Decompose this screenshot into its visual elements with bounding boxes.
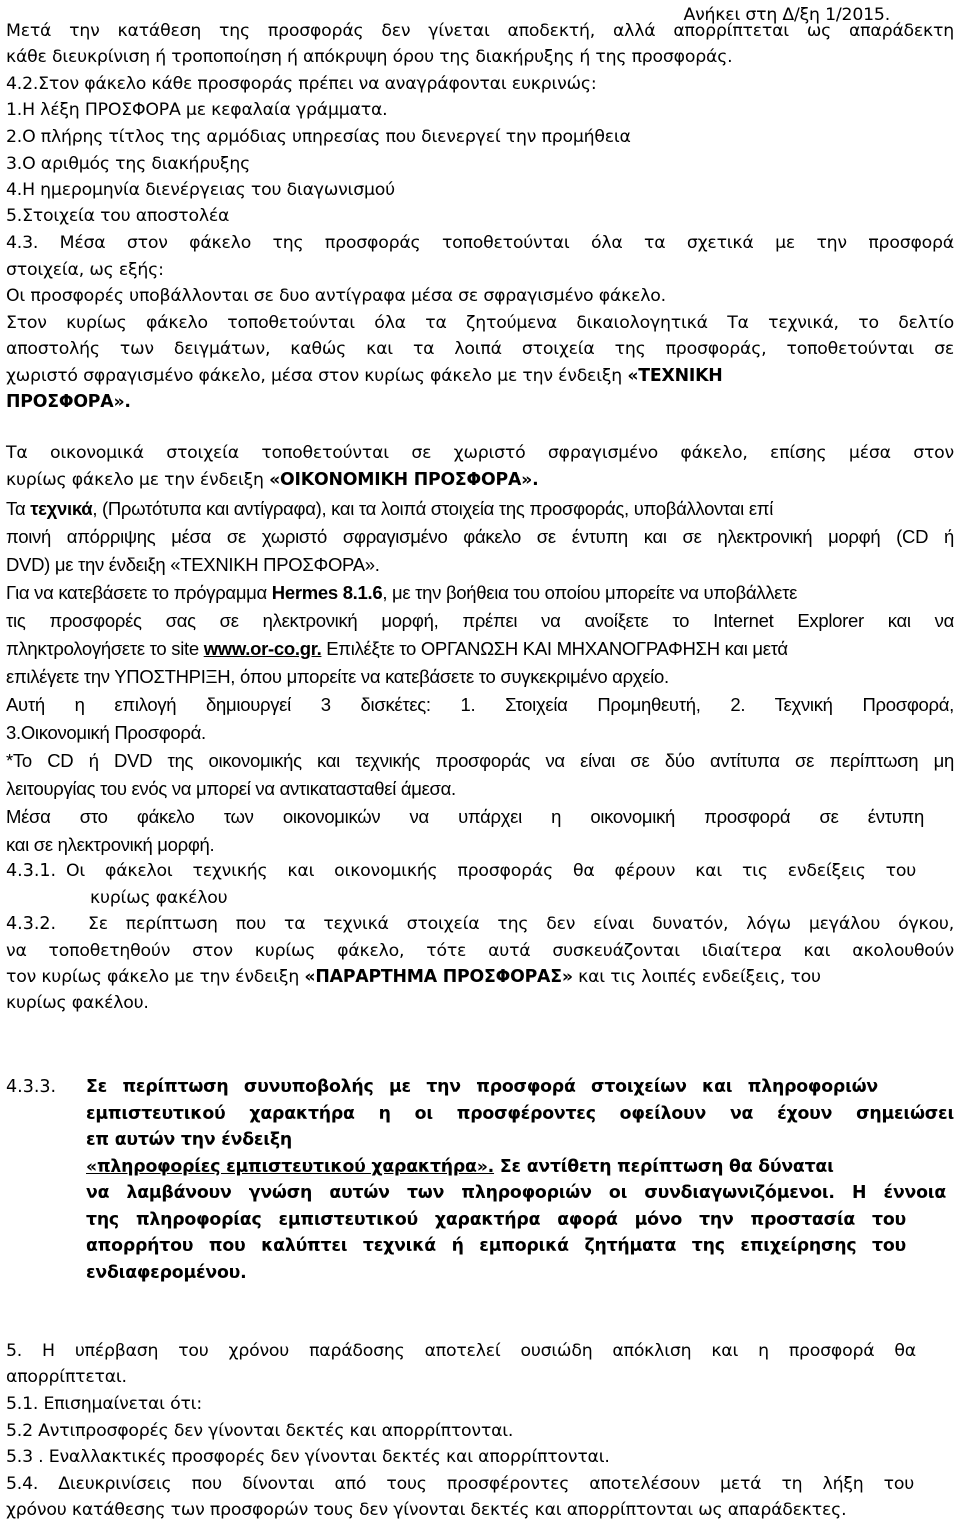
intro-line-1: Μετά την κατάθεση της προσφοράς δεν γίνεται αποδεκτή, αλλά απορρίπτεται ως απαράδεκτη <box>6 21 954 41</box>
section-number: 4.3.2. <box>6 914 57 934</box>
paragraph-line: τις προσφορές σας σε ηλεκτρονική μορφή, πρέπει να ανοίξετε το Internet Explorer και να <box>6 610 954 631</box>
paragraph-line: ποινή απόρριψης μέσα σε χωριστό σφραγισμένο φάκελο σε έντυπη και σε ηλεκτρονική μορφή (CD ή <box>6 526 954 547</box>
paragraph-line: Για να κατεβάσετε το πρόγραμμα Hermes 8.1.6, με την βοήθεια του οποίου μπορείτε να υποβάλλετε <box>6 582 798 603</box>
paragraph-line: Τα οικονομικά στοιχεία τοποθετούνται σε χωριστό σφραγισμένο φάκελο, επίσης μέσα στον <box>6 443 954 463</box>
list-item: 1.Η λέξη ΠΡΟΣΦΟΡΑ με κεφαλαία γράμματα. <box>6 100 388 120</box>
paragraph-line: κυρίως φάκελο με την ένδειξη «ΟΙΚΟΝΟΜΙΚΗ ΠΡΟΣΦΟΡΑ». <box>6 470 539 490</box>
paragraph-line: απορρήτου που καλύπτει τεχνικά ή εμπορικά ζητήματα της επιχείρησης του <box>86 1236 906 1256</box>
site-link[interactable]: www.or-co.gr. <box>203 638 322 659</box>
technical-offer-label: «ΤΕΧΝΙΚΗ <box>627 366 723 386</box>
annex-label: «ΠΑΡΑΡΤΗΜΑ ΠΡΟΣΦΟΡΑΣ» <box>304 967 573 987</box>
paragraph-line: DVD) με την ένδειξη «ΤΕΧΝΙΚΗ ΠΡΟΣΦΟΡΑ». <box>6 554 380 575</box>
section-5-line: 5. Η υπέρβαση του χρόνου παράδοσης αποτελεί ουσιώδη απόκλιση και η προσφορά θα <box>6 1341 916 1361</box>
section-4-2-heading: 4.2.Στον φάκελο κάθε προσφοράς πρέπει να αναγράφονται ευκρινώς: <box>6 74 597 94</box>
section-5-line: 5.3 . Εναλλακτικές προσφορές δεν γίνονται δεκτές και απορρίπτονται. <box>6 1447 610 1467</box>
section-5-line: 5.1. Επισημαίνεται ότι: <box>6 1394 202 1414</box>
section-4-3-heading-line-2: στοιχεία, ως εξής: <box>6 260 164 280</box>
section-4-3-heading-line-1: 4.3. Μέσα στον φάκελο της προσφοράς τοποθετούνται όλα τα σχετικά με την προσφορά <box>6 233 954 253</box>
paragraph-line: επ αυτών την ένδειξη <box>86 1130 292 1150</box>
section-5-line: 5.2 Αντιπροσφορές δεν γίνονται δεκτές και απορρίπτονται. <box>6 1421 514 1441</box>
paragraph-line: και σε ηλεκτρονική μορφή. <box>6 834 215 855</box>
confidential-marking: «πληροφορίες εμπιστευτικού χαρακτήρα». <box>86 1157 495 1177</box>
paragraph-line: ενδιαφερομένου. <box>86 1263 247 1283</box>
paragraph-line: επιλέγετε την ΥΠΟΣΤΗΡΙΞΗ, όπου μπορείτε να κατεβάσετε το συγκεκριμένο αρχείο. <box>6 666 669 687</box>
paragraph-line: Τα τεχνικά, (Πρωτότυπα και αντίγραφα), και τα λοιπά στοιχεία της προσφοράς, υποβάλλονται επί <box>6 498 774 519</box>
paragraph-line: Οι φάκελοι τεχνικής και οικονομικής προσφοράς θα φέρουν και τις ενδείξεις του <box>66 861 916 881</box>
section-number: 4.3.1. <box>6 861 57 881</box>
paragraph-line: να λαμβάνουν γνώση αυτών των πληροφοριών οι συνδιαγωνιζόμενοι. Η έννοια <box>86 1183 946 1203</box>
paragraph-line: κυρίως φακέλου. <box>6 993 149 1013</box>
section-5-line: χρόνου κατάθεσης των προσφορών τους δεν γίνονται δεκτές και απορρίπτονται ως απαράδεκτες. <box>6 1500 847 1520</box>
paragraph-line: χωριστό σφραγισμένο φάκελο, μέσα στον κυρίως φάκελο με την ένδειξη «ΤΕΧΝΙΚΗ <box>6 366 723 386</box>
paragraph-line: τον κυρίως φάκελο με την ένδειξη «ΠΑΡΑΡΤΗΜΑ ΠΡΟΣΦΟΡΑΣ» και τις λοιπές ενδείξεις, του <box>6 967 821 987</box>
hermes-program-name: Hermes 8.1.6 <box>271 582 383 603</box>
section-5-line: 5.4. Διευκρινίσεις που δίνονται από τους προσφέροντες αποτελέσουν μετά τη λήξη του <box>6 1474 914 1494</box>
paragraph-line: κυρίως φακέλου <box>90 888 228 908</box>
paragraph-line: πληκτρολογήσετε το site www.or-co.gr. Επιλέξτε το ΟΡΓΑΝΩΣΗ ΚΑΙ ΜΗΧΑΝΟΓΡΑΦΗΣΗ και μετά <box>6 638 788 659</box>
paragraph-line: Οι προσφορές υποβάλλονται σε δυο αντίγραφα μέσα σε σφραγισμένο φάκελο. <box>6 286 666 306</box>
list-item: 3.Ο αριθμός της διακήρυξης <box>6 154 251 174</box>
document-header-note: Ανήκει στη Δ/ξη 1/2015. <box>683 5 890 25</box>
paragraph-line: Σε περίπτωση συνυποβολής με την προσφορά στοιχείων και πληροφοριών <box>86 1077 878 1097</box>
intro-line-2: κάθε διευκρίνιση ή τροποποίηση ή απόκρυψη όρου της διακήρυξης ή της προσφοράς. <box>6 47 733 67</box>
paragraph-line: 3.Οικονομική Προσφορά. <box>6 722 206 743</box>
paragraph-line: ΠΡΟΣΦΟΡΑ». <box>6 392 131 412</box>
section-5-line: απορρίπτεται. <box>6 1367 127 1387</box>
list-item: 5.Στοιχεία του αποστολέα <box>6 206 230 226</box>
paragraph-line: Αυτή η επιλογή δημιουργεί 3 δισκέτες: 1. Στοιχεία Προμηθευτή, 2. Τεχνική Προσφορά, <box>6 694 954 715</box>
financial-offer-label: «ΟΙΚΟΝΟΜΙΚΗ ΠΡΟΣΦΟΡΑ». <box>269 470 539 490</box>
paragraph-line: Μέσα στο φάκελο των οικονομικών να υπάρχει η οικονομική προσφορά σε έντυπη <box>6 806 924 827</box>
list-item: 4.Η ημερομηνία διενέργειας του διαγωνισμού <box>6 180 395 200</box>
paragraph-line: της πληροφορίας εμπιστευτικού χαρακτήρα αφορά μόνο την προστασία του <box>86 1210 906 1230</box>
list-item: 2.Ο πλήρης τίτλος της αρμόδιας υπηρεσίας που διενεργεί την προμήθεια <box>6 127 631 147</box>
section-number: 4.3.3. <box>6 1077 57 1097</box>
paragraph-line: λειτουργίας του ενός να μπορεί να αντικατασταθεί άμεσα. <box>6 778 456 799</box>
paragraph-line: αποστολής των δειγμάτων, καθώς και τα λοιπά στοιχεία της προσφοράς, τοποθετούνται σε <box>6 339 954 359</box>
paragraph-line: «πληροφορίες εμπιστευτικού χαρακτήρα». Σε αντίθετη περίπτωση θα δύναται <box>86 1157 834 1177</box>
paragraph-line: εμπιστευτικού χαρακτήρα η οι προσφέροντες οφείλουν να έχουν σημειώσει <box>86 1104 954 1124</box>
paragraph-line: Στον κυρίως φάκελο τοποθετούνται όλα τα ζητούμενα δικαιολογητικά Τα τεχνικά, το δελτίο <box>6 313 954 333</box>
paragraph-line: να τοποθετηθούν στον κυρίως φάκελο, τότε αυτά συσκευάζονται ιδιαίτερα και ακολουθούν <box>6 941 954 961</box>
paragraph-line: Σε περίπτωση που τα τεχνικά στοιχεία της δεν είναι δυνατόν, λόγω μεγάλου όγκου, <box>88 914 954 934</box>
paragraph-line: *Το CD ή DVD της οικονομικής και τεχνικής προσφοράς να είναι σε δύο αντίτυπα σε περίπτωση μη <box>6 750 954 771</box>
